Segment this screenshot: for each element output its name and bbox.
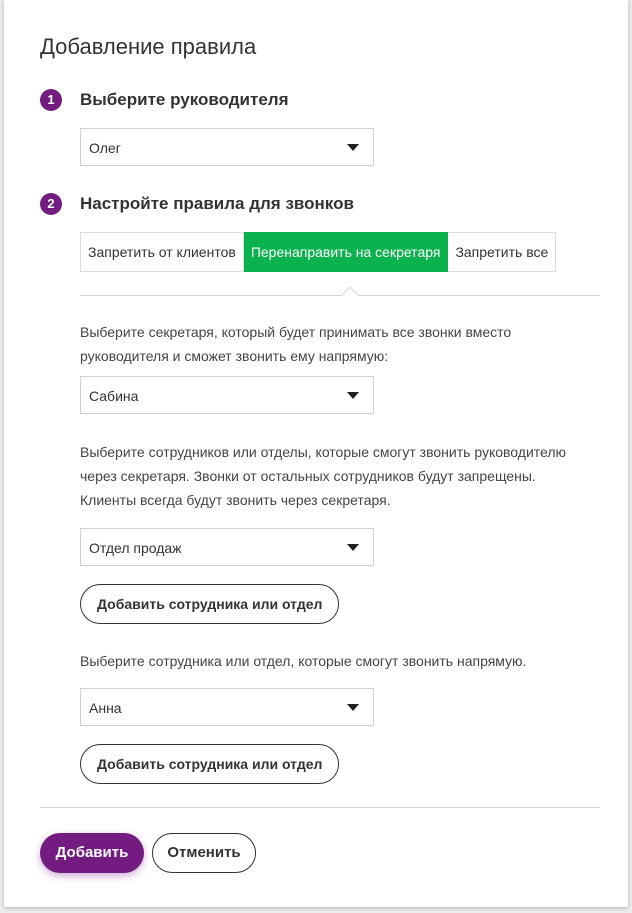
chevron-down-icon <box>347 704 359 711</box>
tab-block-all[interactable]: Запретить все <box>448 232 556 272</box>
manager-select[interactable] <box>80 128 374 166</box>
step-1-title: Выберите руководителя <box>80 90 289 109</box>
step-2-title: Настройте правила для звонков <box>80 194 354 213</box>
direct-select[interactable] <box>80 688 374 726</box>
cancel-button[interactable]: Отменить <box>152 833 256 873</box>
tab-block-clients[interactable]: Запретить от клиентов <box>80 232 244 272</box>
via-secretary-description-line-3: Клиенты всегда будут звонить через секретаря. <box>80 492 391 508</box>
secretary-description-line-1: Выберите секретаря, который будет принимать все звонки вместо <box>80 324 512 340</box>
via-secretary-description <box>80 440 590 512</box>
add-rule-dialog <box>4 0 628 907</box>
step-1-badge: 1 <box>40 89 62 111</box>
chevron-down-icon <box>347 392 359 399</box>
dialog-title: Добавление правила <box>40 34 257 59</box>
via-secretary-description-line-2: через секретаря. Звонки от остальных сотрудников будут запрещены. <box>80 468 536 484</box>
secretary-select-value: Сабина <box>89 388 139 404</box>
tab-redirect-secretary[interactable]: Перенаправить на секретаря <box>244 232 449 272</box>
active-tab-pointer <box>342 287 359 304</box>
call-rule-tabs <box>80 232 556 272</box>
chevron-down-icon <box>347 544 359 551</box>
submit-button[interactable]: Добавить <box>40 833 144 873</box>
add-direct-button[interactable]: Добавить сотрудника или отдел <box>80 744 339 784</box>
tab-divider <box>80 295 600 296</box>
direct-select-value: Анна <box>89 700 122 716</box>
chevron-down-icon <box>347 144 359 151</box>
direct-description: Выберите сотрудника или отдел, которые смогут звонить напрямую. <box>80 653 527 669</box>
footer-divider <box>40 807 600 808</box>
secretary-select[interactable] <box>80 376 374 414</box>
manager-select-value: Олег <box>89 140 121 156</box>
via-secretary-select-value: Отдел продаж <box>89 540 182 556</box>
secretary-description <box>80 320 590 368</box>
via-secretary-description-line-1: Выберите сотрудников или отделы, которые смогут звонить руководителю <box>80 444 567 460</box>
secretary-description-line-2: руководителя и сможет звонить ему напрямую: <box>80 348 389 364</box>
add-via-secretary-button[interactable]: Добавить сотрудника или отдел <box>80 584 339 624</box>
via-secretary-select[interactable] <box>80 528 374 566</box>
step-2-badge: 2 <box>40 193 62 215</box>
